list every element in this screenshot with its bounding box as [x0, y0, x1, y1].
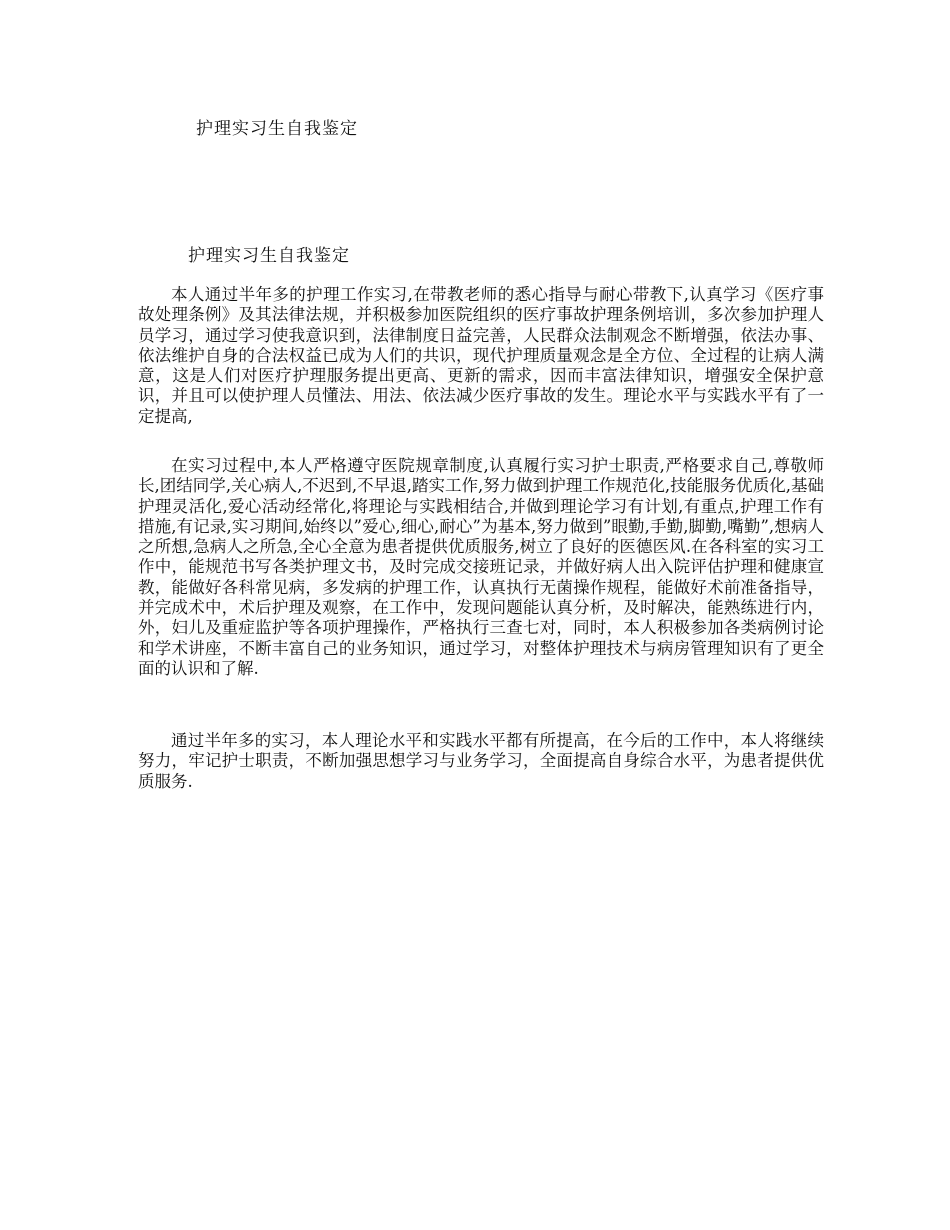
document-title: 护理实习生自我鉴定 — [188, 246, 350, 266]
body-paragraph: 本人通过半年多的护理工作实习,在带教老师的悉心指导与耐心带教下,认真学习《医疗事故处理条例》及其法律法规，并积极参加医院组织的医疗事故护理条例培训，多次参加护理人员学习，通过学习使我意识到，法律制度日益完善，人民群众法制观念不断增强，依法办事、依法维护自身的合法权益已成为人们的共识，现代护理质量观念是全方位、全过程的让病人满意，这是人们对医疗护理服务提出更高、更新的需求，因而丰富法律知识，增强安全保护意识，并且可以使护理人员懂法、用法、依法减少医疗事故的发生。理论水平与实践水平有了一定提高, — [138, 285, 824, 426]
body-paragraph: 在实习过程中,本人严格遵守医院规章制度,认真履行实习护士职责,严格要求自己,尊敬师长,团结同学,关心病人,不迟到,不早退,踏实工作,努力做到护理工作规范化,技能服务优质化,基础护理灵活化,爱心活动经常化,将理论与实践相结合,并做到理论学习有计划,有重点,护理工作有措施,有记录,实习期间,始终以”爱心,细心,耐心”为基本,努力做到”眼勤,手勤,脚勤,嘴勤”,想病人之所想,急病人之所急,全心全意为患者提供优质服务,树立了良好的医德医风.在各科室的实习工作中，能规范书写各类护理文书，及时完成交接班记录，并做好病人出入院评估护理和健康宣教，能做好各科常见病，多发病的护理工作，认真执行无菌操作规程，能做好术前准备指导，并完成术中，术后护理及观察，在工作中，发现问题能认真分析，及时解决，能熟练进行内，外，妇儿及重症监护等各项护理操作，严格执行三查七对，同时，本人积极参加各类病例讨论和学术讲座，不断丰富自己的业务知识，通过学习，对整体护理技术与病房管理知识有了更全面的认识和了解. — [138, 456, 824, 678]
header-title: 护理实习生自我鉴定 — [196, 119, 358, 139]
body-paragraph: 通过半年多的实习，本人理论水平和实践水平都有所提高，在今后的工作中，本人将继续努力，牢记护士职责，不断加强思想学习与业务学习，全面提高自身综合水平，为患者提供优质服务. — [138, 731, 824, 791]
